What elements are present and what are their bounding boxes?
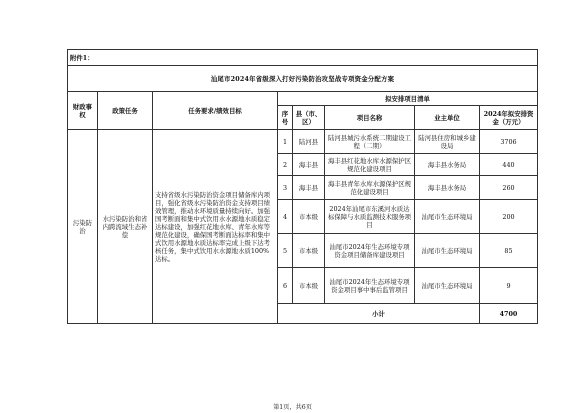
subtotal-amount: 4700	[480, 304, 538, 324]
row-county: 市本级	[293, 200, 325, 234]
row-seq: 5	[278, 234, 293, 268]
page-footer: 第1页，共6页	[273, 404, 312, 411]
row-amount: 200	[480, 200, 538, 234]
row-amount: 440	[480, 154, 538, 176]
header-project-name: 项目名称	[325, 106, 415, 130]
row-county: 海丰县	[293, 154, 325, 176]
row-county: 市本级	[293, 234, 325, 268]
row-county: 市本级	[293, 268, 325, 304]
row-amount: 85	[480, 234, 538, 268]
row-amount: 9	[480, 268, 538, 304]
row-county: 陆河县	[293, 130, 325, 154]
row-seq: 1	[278, 130, 293, 154]
row-unit: 汕尾市生态环境局	[415, 268, 480, 304]
header-unit: 业主单位	[415, 106, 480, 130]
header-policy-task: 政策任务	[98, 92, 153, 130]
row-unit: 陆河县住房和城乡建设局	[415, 130, 480, 154]
allocation-table	[67, 49, 538, 324]
task-goal-cell: 支持省级水污染防治资金项目储备库内项目，强化省级水污染防治资金支持项目绩效管理，推动水环境质量持续向好。加强国考断面和集中式饮用水水源地水质稳定达标建设，加强红花地水库、青年水库等规范化建设，确保国考断面达标率和集中式饮用水源地水质达标率完成上级下达考核任务，集中式饮用水水源地水质100%达标。	[153, 130, 278, 324]
category-cell: 污染防治	[68, 130, 98, 324]
row-seq: 6	[278, 268, 293, 304]
row-seq: 4	[278, 200, 293, 234]
row-project: 海丰县红花地水库水源保护区规范化建设项目	[325, 154, 415, 176]
header-seq: 序号	[278, 106, 293, 130]
header-category: 财政事权	[68, 92, 98, 130]
row-county: 海丰县	[293, 176, 325, 200]
row-project: 海丰县青年水库水源保护区规范化建设项目	[325, 176, 415, 200]
row-amount: 3706	[480, 130, 538, 154]
policy-task-cell: 水污染防治和省内跨流域生态补偿	[98, 130, 153, 324]
row-seq: 3	[278, 176, 293, 200]
row-amount: 260	[480, 176, 538, 200]
table-title: 汕尾市2024年省级深入打好污染防治攻坚战专项资金分配方案	[68, 66, 538, 92]
row-seq: 2	[278, 154, 293, 176]
header-task-goal: 任务要求/绩效目标	[153, 92, 278, 130]
header-project-list: 拟安排项目清单	[278, 92, 538, 106]
row-project: 陆河县城污水系统二期建设工程（二期）	[325, 130, 415, 154]
attachment-label: 附件1：	[68, 50, 538, 66]
row-unit: 海丰县水务局	[415, 154, 480, 176]
row-project: 汕尾市2024年生态环境专项资金项目事中事后监管项目	[325, 268, 415, 304]
row-project: 2024年汕尾市东溪河水质达标保障与水质监测技术服务项目	[325, 200, 415, 234]
header-amount: 2024年拟安排资金（万元）	[480, 106, 538, 130]
row-project: 汕尾市2024年生态环境专项资金项目储备库建设项目	[325, 234, 415, 268]
row-unit: 海丰县水务局	[415, 176, 480, 200]
subtotal-label: 小计	[278, 304, 480, 324]
table-row	[68, 130, 538, 154]
row-unit: 汕尾市生态环境局	[415, 234, 480, 268]
row-unit: 汕尾市生态环境局	[415, 200, 480, 234]
header-county: 县（市、区）	[293, 106, 325, 130]
